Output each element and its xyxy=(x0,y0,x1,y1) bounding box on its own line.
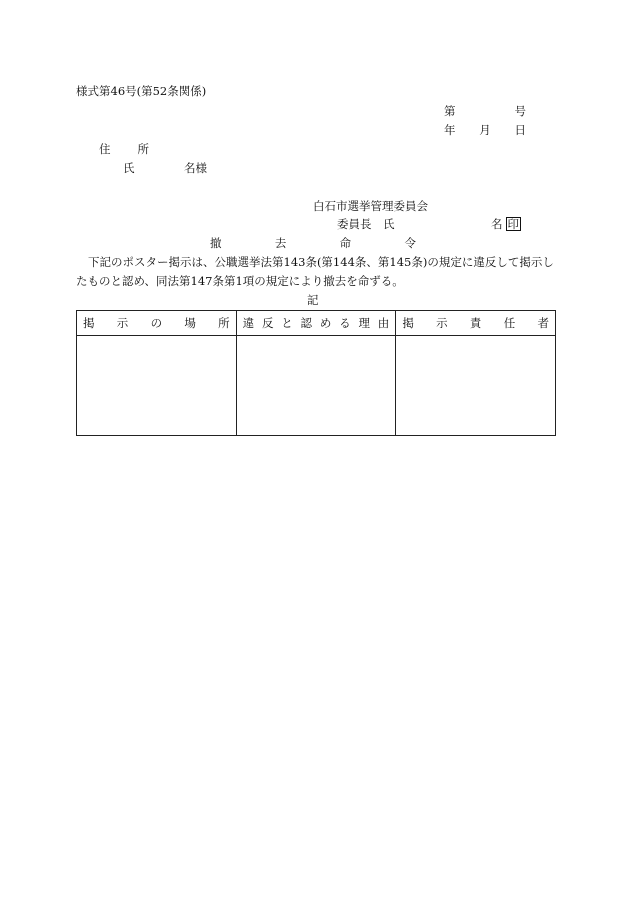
name-char-1: 氏 xyxy=(123,161,135,175)
document-title xyxy=(210,236,416,250)
addressee-name xyxy=(123,161,207,175)
issuer-organization: 白石市選挙管理委員会 xyxy=(313,199,428,213)
seal-mark: 印 xyxy=(507,217,519,231)
body-line-1: 下記のポスター掲示は、公職選挙法第143条(第144条、第145条)の規定に違反して掲示し xyxy=(88,255,554,269)
date-year: 年 xyxy=(444,123,456,137)
cell-location xyxy=(77,336,237,436)
table-row xyxy=(77,336,556,436)
issuer-name-char: 名 xyxy=(491,217,503,231)
address-char-1: 住 xyxy=(99,142,111,156)
cell-responsible-person xyxy=(396,336,556,436)
document-number xyxy=(444,104,526,118)
header-responsible-person: 掲 示 責 任 者 xyxy=(396,311,556,336)
number-prefix: 第 xyxy=(444,104,456,118)
number-suffix: 号 xyxy=(514,104,526,118)
body-line-2: たものと認め、同法第147条第1項の規定により撤去を命ずる。 xyxy=(76,274,404,288)
date-month: 月 xyxy=(479,123,491,137)
title-char-4: 令 xyxy=(404,236,416,250)
header-violation-reason: 違 反 と 認 め る 理 由 xyxy=(236,311,396,336)
issuer-chair-title: 委員長 氏 xyxy=(337,217,395,231)
name-char-2: 名様 xyxy=(184,161,207,175)
cell-violation-reason xyxy=(236,336,396,436)
header-location: 掲 示 の 場 所 xyxy=(77,311,237,336)
record-label: 記 xyxy=(307,293,319,307)
address-char-2: 所 xyxy=(137,142,149,156)
title-char-3: 命 xyxy=(339,236,352,250)
document-date xyxy=(444,123,526,137)
addressee-address xyxy=(99,142,149,156)
title-char-1: 撤 xyxy=(210,236,222,250)
removal-record-table xyxy=(76,310,556,436)
date-day: 日 xyxy=(514,123,526,137)
form-label: 様式第46号(第52条関係) xyxy=(76,84,207,98)
title-char-2: 去 xyxy=(274,236,287,250)
issuer-chair-name xyxy=(491,217,521,231)
